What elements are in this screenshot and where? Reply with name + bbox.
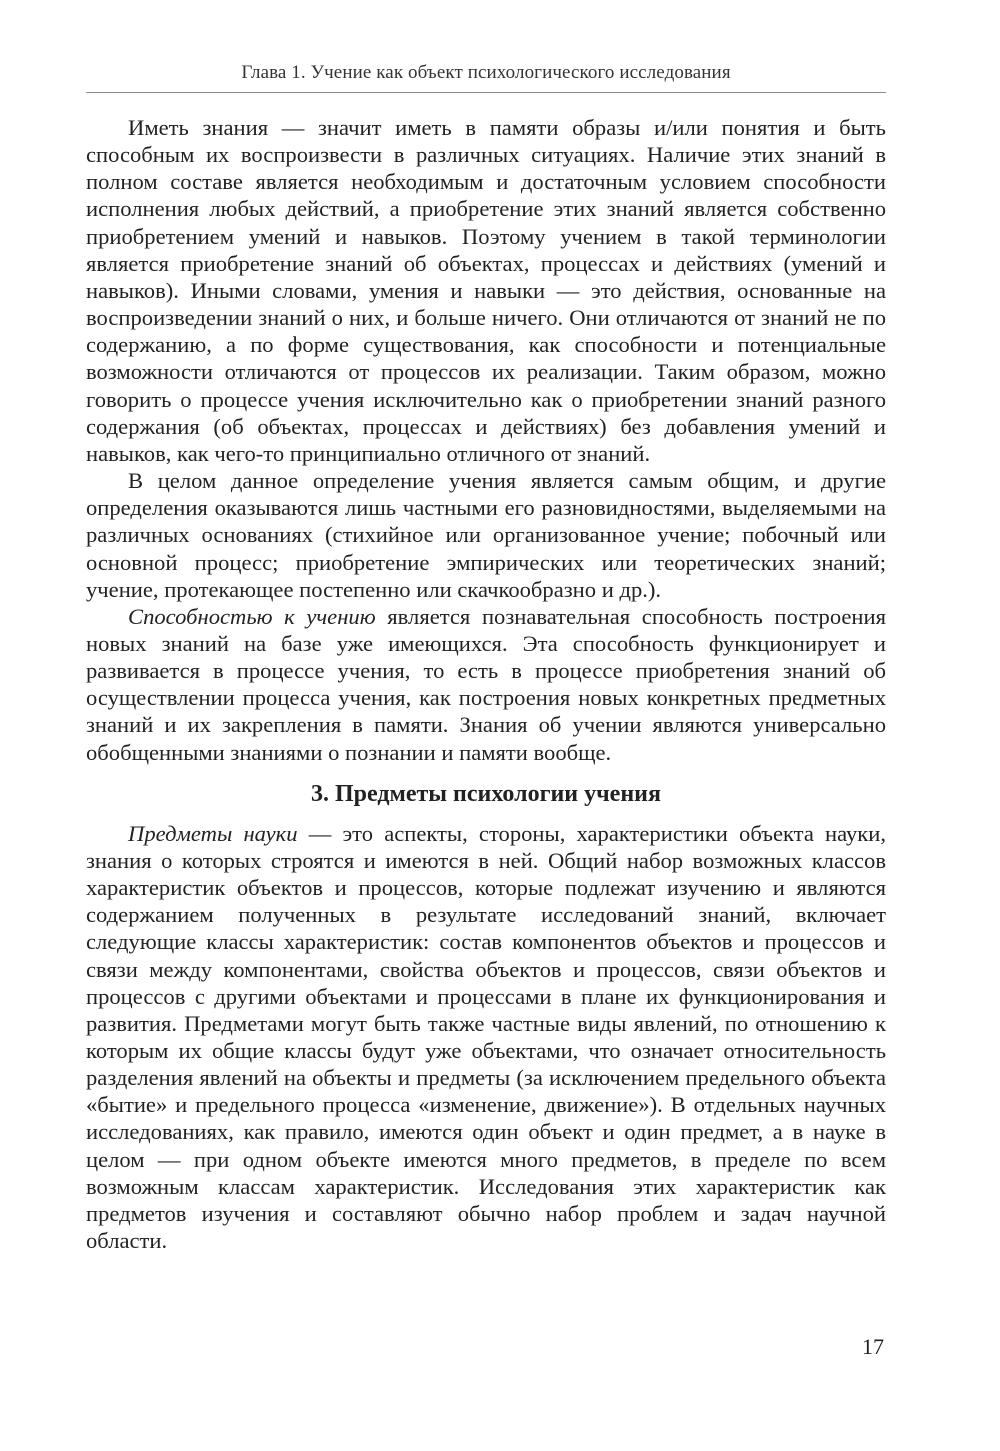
paragraph-subjects-of-science (86, 820, 886, 1255)
body-text (86, 114, 886, 1254)
paragraph-learning-ability (86, 603, 886, 766)
paragraph-learning-ability-text: является познавательная способность построения новых знаний на базе уже имеющихся. Эта способность функционирует и развивается в процессе учения, то есть в процессе приобретения знаний об осуществлении процесса учения, как построения новых конкретных предметных знаний и их закрепления в памяти. Знания об учении являются универсально обобщенными знаниями о познании и памяти вообще. (86, 603, 886, 765)
term-subjects-of-science: Предметы науки (128, 820, 298, 846)
running-head: Глава 1. Учение как объект психологического исследования (241, 62, 731, 83)
page-number: 17 (862, 1334, 884, 1359)
header-rule (86, 92, 886, 93)
term-learning-ability: Способностью к учению (128, 603, 376, 629)
paragraph-knowledge: Иметь знания — значит иметь в памяти образы и/или понятия и быть способным их воспроизвести в различных ситуациях. Наличие этих знаний в полном составе является необходимым и достаточным условием способности исполнения любых действий, а приобретение этих знаний является собственно приобретением умений и навыков. Поэтому учением в такой терминологии является приобретение знаний об объектах, процессах и действиях (умений и навыков). Иными словами, умения и навыки — это действия, основанные на воспроизведении знаний о них, и больше ничего. Они отличаются от знаний не по содержанию, а по форме существования, как способности и потенциальные возможности отличаются от процессов их реализации. Таким образом, можно говорить о процессе учения исключительно как о приобретении знаний разного содержания (об объектах, процессах и действиях) без добавления умений и навыков, как чего-то принципиально отличного от знаний. (86, 115, 886, 466)
paragraph-subjects-of-science-text: — это аспекты, стороны, характеристики объекта науки, знания о которых строятся и имеются в ней. Общий набор возможных классов характеристик объектов и процессов, которые подлежат изучению и являются содержанием полученных в результате исследований знаний, включает следующие классы характеристик: состав компонентов объектов и процессов и связи между компонентами, свойства объектов и процессов, связи объектов и процессов с другими объектами и процессами в плане их функционирования и развития. Предметами могут быть также частные виды явлений, по отношению к которым их общие классы будут уже объектами, что означает относительность разделения явлений на объекты и предметы (за исключением предельного объекта «бытие» и предельного процесса «изменение, движение»). В отдельных научных исследованиях, как правило, имеются один объект и один предмет, а в науке в целом — при одном объекте имеются много предметов, в пределе по всем возможным классам характеристик. Исследования этих характеристик как предметов изучения и составляют обычно набор проблем и задач научной области. (86, 820, 886, 1254)
section-heading: 3. Предметы психологии учения (311, 780, 661, 807)
paragraph-general-definition: В целом данное определение учения является самым общим, и другие определения оказываются лишь частными его разновидностями, выделяемыми на различных основаниях (стихийное или организованное учение; побочный или основной процесс; приобретение эмпирических или теоретических знаний; учение, протекающее постепенно или скачкообразно и др.). (86, 468, 886, 602)
